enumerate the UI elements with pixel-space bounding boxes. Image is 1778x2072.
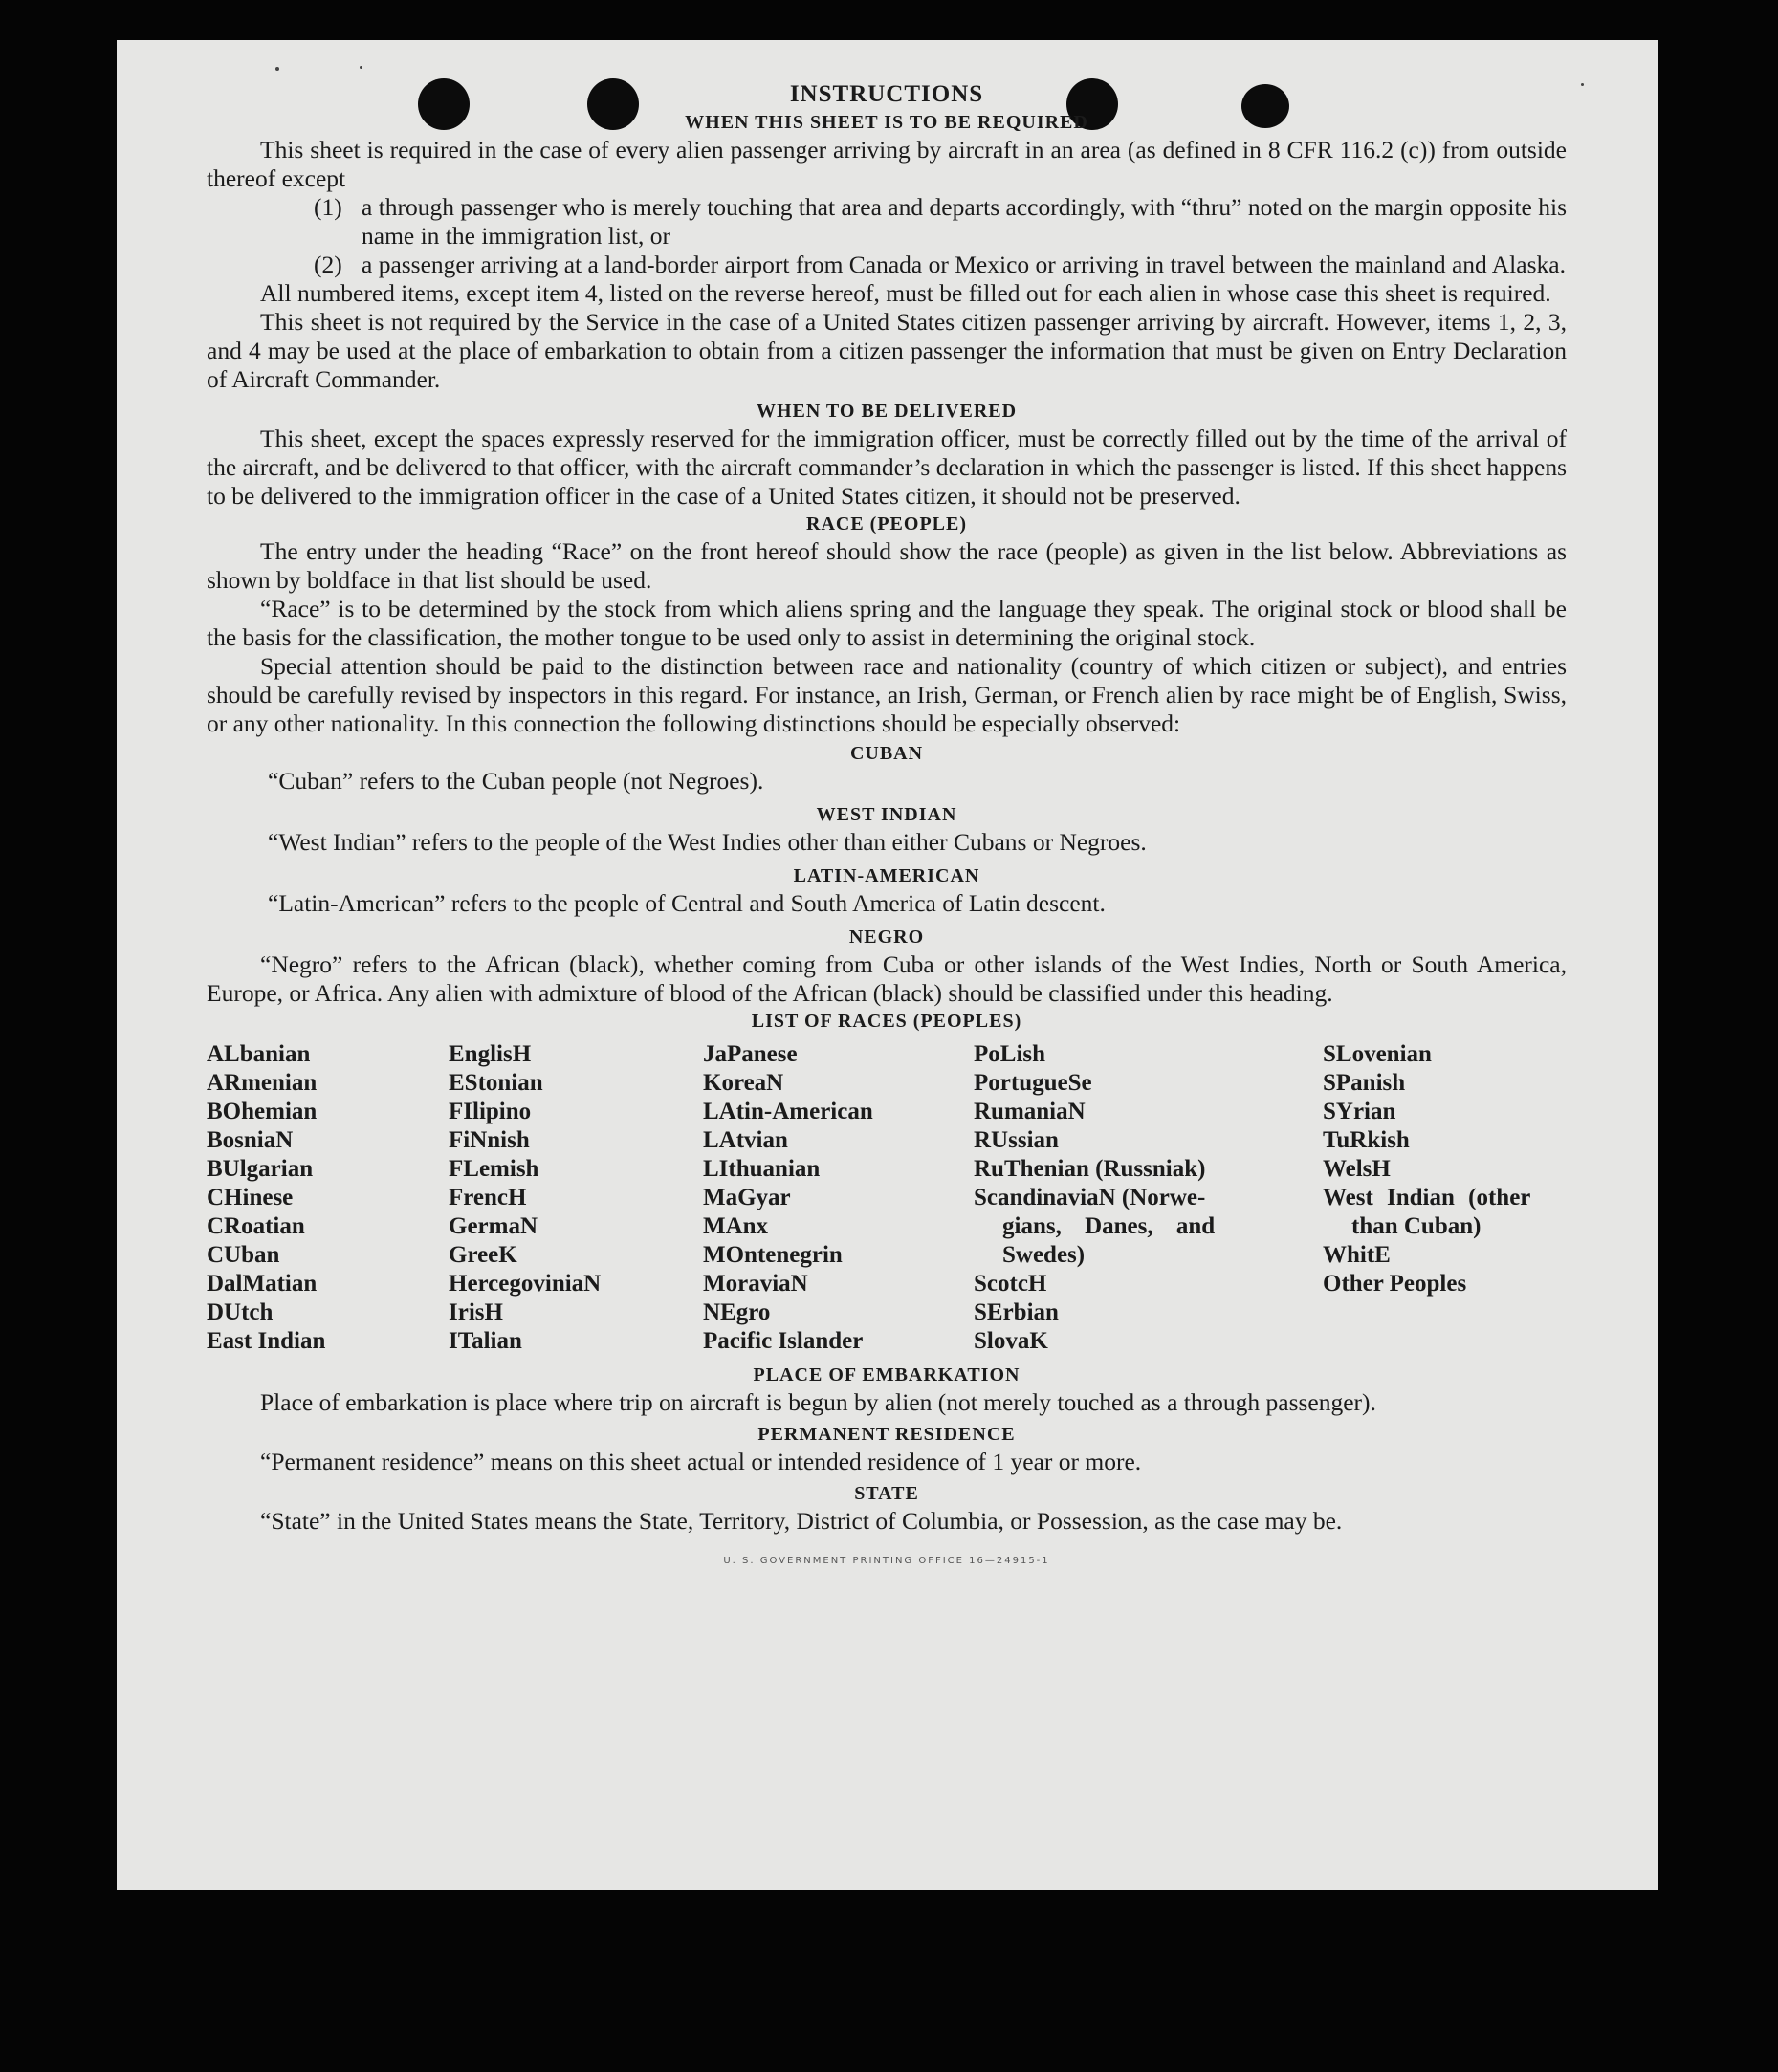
paragraph: This sheet, except the spaces expressly reserved for the immigration officer, must be correctly filled out by the time of the arrival of the aircraft, and be delivered to that officer, with the aircraft commander’s declaration in which the passenger is listed. If this sheet happens to be delivered to the immigration officer in the case of a United States citizen, it should not be preserved.	[207, 425, 1567, 510]
race-entry: LIthuanian	[703, 1156, 821, 1182]
speck	[360, 66, 362, 69]
race-entry: ARmenian	[207, 1070, 318, 1096]
race-entry: MaGyar	[703, 1185, 791, 1210]
race-entry: SYrian	[1323, 1099, 1396, 1124]
section-title: STATE	[854, 1483, 919, 1504]
definition-text: “West Indian” refers to the people of the West Indies other than either Cubans or Negroes.	[268, 828, 1147, 856]
section-title: NEGRO	[848, 927, 925, 948]
race-entry: ScotcH	[974, 1271, 1047, 1297]
race-entry: DalMatian	[207, 1271, 318, 1297]
race-entry: RumaniaN	[974, 1099, 1086, 1124]
printer-imprint: U. S. GOVERNMENT PRINTING OFFICE 16—24915-1	[723, 1556, 1050, 1566]
race-entry: ALbanian	[207, 1041, 311, 1067]
race-entry: CRoatian	[207, 1213, 305, 1239]
race-entry: CHinese	[207, 1185, 294, 1210]
race-column	[449, 1040, 703, 1356]
section-title: CUBAN	[849, 743, 924, 764]
race-entry: West Indian (other	[1323, 1185, 1531, 1210]
race-entry: GreeK	[449, 1242, 517, 1268]
item-text: a passenger arriving at a land-border airport from Canada or Mexico or arriving in travel between the mainland and Alaska.	[362, 251, 1566, 278]
paragraph: Special attention should be paid to the distinction between race and nationality (country of which citizen or subject), and entries should be carefully revised by inspectors in this regard. For instance, an Irish, German, or French alien by race might be of English, Swiss, or any other nationality. In this connection the following distinctions should be especially observed:	[207, 652, 1567, 737]
item-number: (2)	[314, 251, 342, 278]
race-entry: GermaN	[449, 1213, 538, 1239]
race-column	[703, 1040, 974, 1356]
race-column	[207, 1040, 449, 1356]
race-entry: PortugueSe	[974, 1070, 1092, 1096]
paragraph: “Race” is to be determined by the stock from which aliens spring and the language they speak. The original stock or blood shall be the basis for the classification, the mother tongue to be used only to assist in determining the original stock.	[207, 595, 1567, 651]
race-entry: TuRkish	[1323, 1127, 1410, 1153]
race-entry: FrencH	[449, 1185, 527, 1210]
race-entry: JaPanese	[703, 1041, 798, 1067]
race-entry: SErbian	[974, 1299, 1059, 1325]
race-entry: WhitE	[1323, 1242, 1391, 1268]
race-entry: CUban	[207, 1242, 280, 1268]
section-title: RACE (PEOPLE)	[806, 513, 967, 534]
race-entry: MOntenegrin	[703, 1242, 843, 1268]
paragraph: This sheet is required in the case of every alien passenger arriving by aircraft in an area (as defined in 8 CFR 116.2 (c)) from outside thereof except	[207, 136, 1567, 192]
race-entry: LAtvian	[703, 1127, 788, 1153]
race-entry: MoraviaN	[703, 1271, 808, 1297]
race-entry: WelsH	[1323, 1156, 1391, 1182]
speck	[275, 67, 279, 71]
definition-text: “Latin-American” refers to the people of Central and South America of Latin descent.	[268, 889, 1106, 917]
item-text: a through passenger who is merely touching that area and departs accordingly, with “thru” noted on the margin opposite his name in the immigration list, or	[362, 193, 1567, 250]
paragraph: “State” in the United States means the State, Territory, District of Columbia, or Possession, as the case may be.	[260, 1507, 1343, 1535]
race-entry: BUlgarian	[207, 1156, 314, 1182]
paragraph: “Negro” refers to the African (black), whether coming from Cuba or other islands of the West Indies, North or South America, Europe, or Africa. Any alien with admixture of blood of the African (black) should be classified under this heading.	[207, 950, 1567, 1007]
race-entry: HercegoviniaN	[449, 1271, 602, 1297]
race-entry: RuThenian (Russniak)	[974, 1156, 1206, 1182]
race-entry: EStonian	[449, 1070, 543, 1096]
section-title: WEST INDIAN	[816, 804, 957, 825]
section-title: LATIN-AMERICAN	[793, 865, 980, 886]
page-title: INSTRUCTIONS	[789, 81, 984, 107]
race-entry: KoreaN	[703, 1070, 784, 1096]
list-item	[314, 193, 1567, 251]
race-entry: DUtch	[207, 1299, 274, 1325]
race-entry: SlovaK	[974, 1328, 1048, 1354]
race-entry: ITalian	[449, 1328, 522, 1354]
race-entry: FLemish	[449, 1156, 539, 1182]
race-column	[1323, 1040, 1562, 1356]
section-title: LIST OF RACES (PEOPLES)	[751, 1011, 1022, 1032]
race-entry: RUssian	[974, 1127, 1059, 1153]
document-body	[207, 80, 1567, 1576]
race-list	[207, 1040, 1567, 1356]
race-column	[974, 1040, 1323, 1356]
race-entry: MAnx	[703, 1213, 769, 1239]
race-entry: EnglisH	[449, 1041, 532, 1067]
paragraph: All numbered items, except item 4, listed on the reverse hereof, must be filled out for each alien in whose case this sheet is required.	[260, 279, 1551, 307]
speck	[1581, 83, 1584, 86]
instruction-sheet	[117, 40, 1658, 1890]
race-entry: SLovenian	[1323, 1041, 1432, 1067]
section-title: PLACE OF EMBARKATION	[753, 1364, 1021, 1385]
race-entry: FiNnish	[449, 1127, 530, 1153]
race-entry: BosniaN	[207, 1127, 294, 1153]
definition-text: “Cuban” refers to the Cuban people (not Negroes).	[268, 767, 764, 795]
race-entry: BOhemian	[207, 1099, 318, 1124]
section-title: PERMANENT RESIDENCE	[757, 1424, 1016, 1445]
race-entry: ScandinaviaN (Norwe-	[974, 1185, 1206, 1210]
race-entry: East Indian	[207, 1328, 326, 1354]
race-entry-continued: gians, Danes, and	[1002, 1213, 1216, 1239]
item-number: (1)	[314, 193, 342, 221]
race-entry: FIlipino	[449, 1099, 532, 1124]
race-entry: NEgro	[703, 1299, 771, 1325]
section-title: WHEN TO BE DELIVERED	[756, 401, 1018, 422]
race-entry: SPanish	[1323, 1070, 1406, 1096]
race-entry: Pacific Islander	[703, 1328, 864, 1354]
paragraph: “Permanent residence” means on this sheet actual or intended residence of 1 year or more.	[260, 1448, 1142, 1475]
paragraph: The entry under the heading “Race” on the front hereof should show the race (people) as given in the list below. Abbreviations as shown by boldface in that list should be used.	[207, 537, 1567, 594]
paragraph: Place of embarkation is place where trip on aircraft is begun by alien (not merely touched as a through passenger).	[260, 1388, 1376, 1416]
list-item	[314, 251, 1567, 279]
section-title: WHEN THIS SHEET IS TO BE REQUIRED	[685, 112, 1088, 133]
race-entry: LAtin-American	[703, 1099, 873, 1124]
paragraph: This sheet is not required by the Service in the case of a United States citizen passenger arriving by aircraft. However, items 1, 2, 3, and 4 may be used at the place of embarkation to obtain from a citizen passenger the information that must be given on Entry Declaration of Aircraft Commander.	[207, 308, 1567, 393]
race-entry: Other Peoples	[1323, 1271, 1467, 1297]
race-entry: PoLish	[974, 1041, 1046, 1067]
race-entry: IrisH	[449, 1299, 503, 1325]
race-entry-continued: Swedes)	[1002, 1242, 1086, 1268]
race-entry-continued: than Cuban)	[1351, 1213, 1482, 1239]
